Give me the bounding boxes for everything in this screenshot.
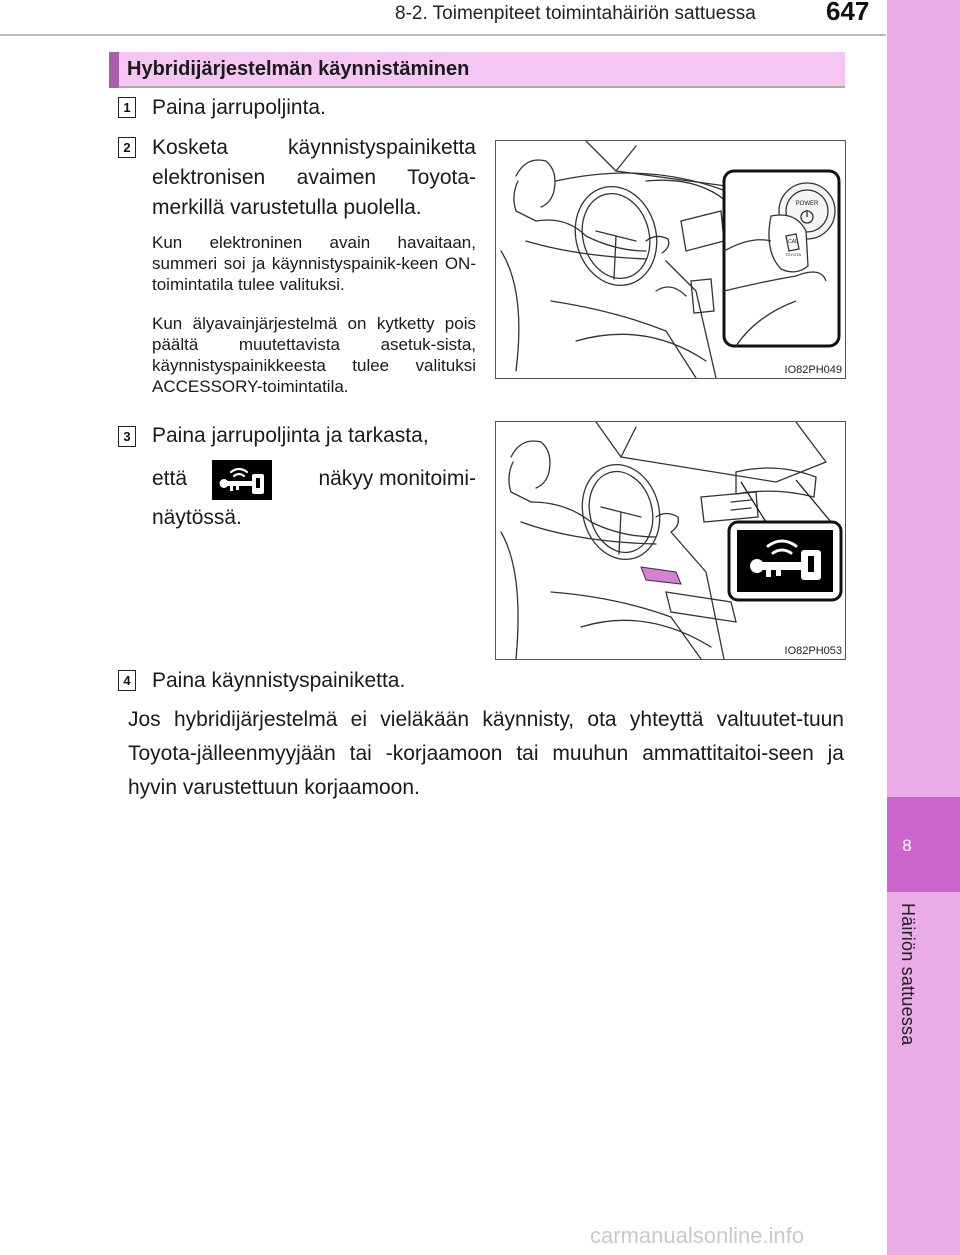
figure-power-button bbox=[495, 140, 846, 379]
step-2-text: Kosketa käynnistyspainiketta elektronisen avaimen Toyota-merkillä varustetulla puolella. bbox=[152, 136, 476, 219]
header-rule bbox=[0, 34, 886, 36]
chapter-label: Häiriön sattuessa bbox=[898, 903, 918, 1046]
key-indicator-icon bbox=[212, 460, 272, 500]
step-1-text: Paina jarrupoljinta. bbox=[152, 96, 326, 119]
step-badge: 4 bbox=[118, 670, 136, 691]
step-2-note-2: Kun älyavainjärjestelmä on kytketty pois päältä muutettavista asetuk-sista, käynnistyspainikkeesta tulee valituksi ACCESSORY-toimintatila. bbox=[152, 314, 476, 396]
step-3-text-line2-start: että bbox=[152, 467, 188, 490]
dashboard-illustration-1 bbox=[496, 141, 845, 378]
figure-code: IO82PH049 bbox=[784, 364, 842, 376]
step-3-text-line1: Paina jarrupoljinta ja tarkasta, bbox=[152, 424, 429, 447]
chapter-sidebar bbox=[887, 0, 960, 1255]
running-header: 8-2. Toimenpiteet toimintahäiriön sattuessa bbox=[395, 3, 756, 24]
step-badge: 2 bbox=[118, 137, 136, 158]
figure-code: IO82PH053 bbox=[784, 645, 842, 657]
step-3-text-line3: näytössä. bbox=[152, 506, 242, 529]
section-accent bbox=[109, 52, 119, 88]
step-badge: 3 bbox=[118, 426, 136, 447]
dashboard-illustration-2 bbox=[496, 422, 845, 659]
power-label: POWER bbox=[795, 201, 819, 207]
figure-monitor-indicator bbox=[495, 421, 846, 660]
chapter-number: 8 bbox=[902, 836, 912, 855]
step-2-note-1: Kun elektroninen avain havaitaan, summeri soi ja käynnistyspainik-keen ON-toimintatila tulee valituksi. bbox=[152, 233, 476, 294]
step-4-text: Paina käynnistyspainiketta. bbox=[152, 669, 406, 692]
step-3-text-line2-end: näkyy monitoimi- bbox=[318, 467, 476, 490]
watermark: carmanualsonline.info bbox=[590, 1223, 805, 1248]
fob-label-cal: CAL bbox=[788, 239, 798, 245]
body-paragraph: Jos hybridijärjestelmä ei vieläkään käynnisty, ota yhteyttä valtuutet-tuun Toyota-jälleenmyyjään tai -korjaamoon tai muuhun ammattitaitoi-seen ja hyvin varustettuun korjaamoon. bbox=[128, 708, 844, 799]
section-title: Hybridijärjestelmän käynnistäminen bbox=[127, 58, 470, 80]
page-number: 647 bbox=[826, 0, 870, 26]
fob-label-brand: TOYOTA bbox=[784, 252, 802, 257]
step-badge: 1 bbox=[118, 97, 136, 118]
